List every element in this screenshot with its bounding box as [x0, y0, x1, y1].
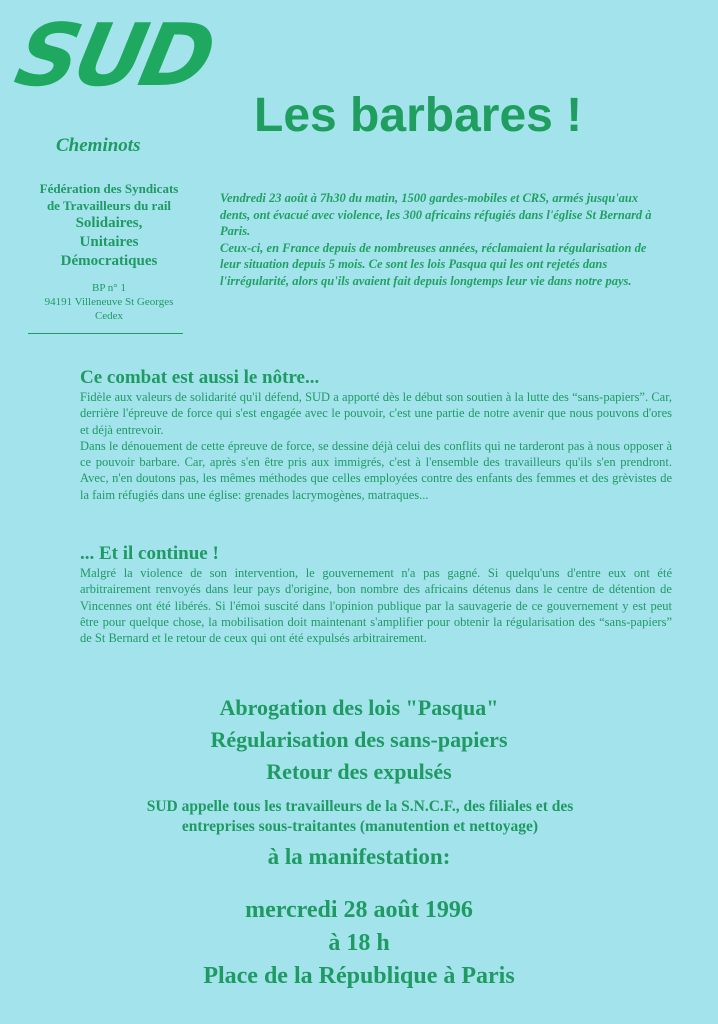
section-paragraph: Fidèle aux valeurs de solidarité qu'il défend, SUD a apporté dès le début son soutien à la lutte des “sans-papiers”. Car, derrière l'épreuve de force qui s'est engagée avec le pouvoir, c'est une partie de notre avenir que nous pouvons d'ores et déjà entrevoir.	[80, 390, 672, 437]
demand-line: Régularisation des sans-papiers	[210, 727, 508, 752]
event-details	[0, 894, 718, 993]
federation-line-3: Solidaires,	[75, 215, 143, 231]
federation-line-4: Unitaires	[79, 234, 139, 250]
demand-line: Retour des expulsés	[266, 759, 452, 784]
call-line: entreprises sous-traitantes (manutention et nettoyage)	[181, 818, 539, 835]
section-heading: ... Et il continue !	[80, 543, 219, 564]
federation-line-5: Démocratiques	[60, 253, 158, 269]
federation-cedex: Cedex	[94, 310, 124, 322]
federation-bp: BP n° 1	[92, 282, 126, 294]
federation-city: 94191 Villeneuve St Georges	[44, 296, 174, 308]
page-title: Les barbares !	[254, 89, 583, 142]
intro-paragraph-1: Vendredi 23 août à 7h30 du matin, 1500 gardes-mobiles et CRS, armés jusqu'aux dents, ont évacué avec violence, les 300 africains réfugiés dans l'église St Bernard à Paris.	[220, 191, 652, 238]
intro-paragraph-2: Ceux-ci, en France depuis de nombreuses années, réclamaient la régularisation de leur situation depuis 5 mois. Ce sont les lois Pasqua qui les ont rejetés dans l'irrégularité, alors qu'ils avaient fait depuis longtemps leur vie dans notre pays.	[220, 240, 647, 288]
demand-line: Abrogation des lois "Pasqua"	[219, 695, 499, 720]
event-date: mercredi 28 août 1996	[245, 897, 473, 923]
intro-text	[220, 190, 670, 289]
section-continue	[80, 543, 672, 646]
call-line: SUD appelle tous les travailleurs de la S.N.C.F., des filiales et des	[146, 798, 574, 815]
event-place: Place de la République à Paris	[203, 963, 515, 989]
call-to-action	[60, 797, 660, 837]
federation-line-1: Fédération des Syndicats	[39, 181, 179, 196]
section-combat	[80, 367, 672, 503]
federation-line-2: de Travailleurs du rail	[46, 198, 172, 213]
divider	[28, 333, 183, 334]
event-time: à 18 h	[328, 930, 390, 956]
demands-block	[0, 692, 718, 788]
demonstration-heading: à la manifestation:	[267, 844, 451, 869]
sud-logo: SUD	[7, 6, 220, 106]
section-paragraph: Dans le dénouement de cette épreuve de force, se dessine déjà celui des conflits qui ne tarderont pas à nous opposer à ce pouvoir barbare. Car, après s'en être pris aux immigrés, c'est à l'ensemble des travailleurs qu'ils s'en prendront. Avec, n'en doutons pas, les mêmes méthodes que celles employées contre des enfants des femmes et des grèvistes de la faim réfugiés dans une église: grenades lacrymogènes, matraques...	[80, 438, 672, 502]
section-paragraph: Malgré la violence de son intervention, le gouvernement n'a pas gagné. Si quelqu'uns d'entre eux ont été arbitrairement renvoyés dans leur pays d'origine, bon nombre des africains détenus dans le centre de détention de Vincennes ont été libérés. Si l'émoi suscité dans l'opinion publique par la sauvagerie de ce gouvernement y est peut être pour quelque chose, la mobilisation doit maintenant s'amplifier pour obtenir la régularisation des “sans-papiers” de St Bernard et le retour de ceux qui ont été expulsés arbitrairement.	[80, 566, 672, 646]
federation-block	[14, 180, 204, 323]
logo-subtitle: Cheminots	[56, 135, 141, 156]
section-heading: Ce combat est aussi le nôtre...	[80, 367, 320, 388]
